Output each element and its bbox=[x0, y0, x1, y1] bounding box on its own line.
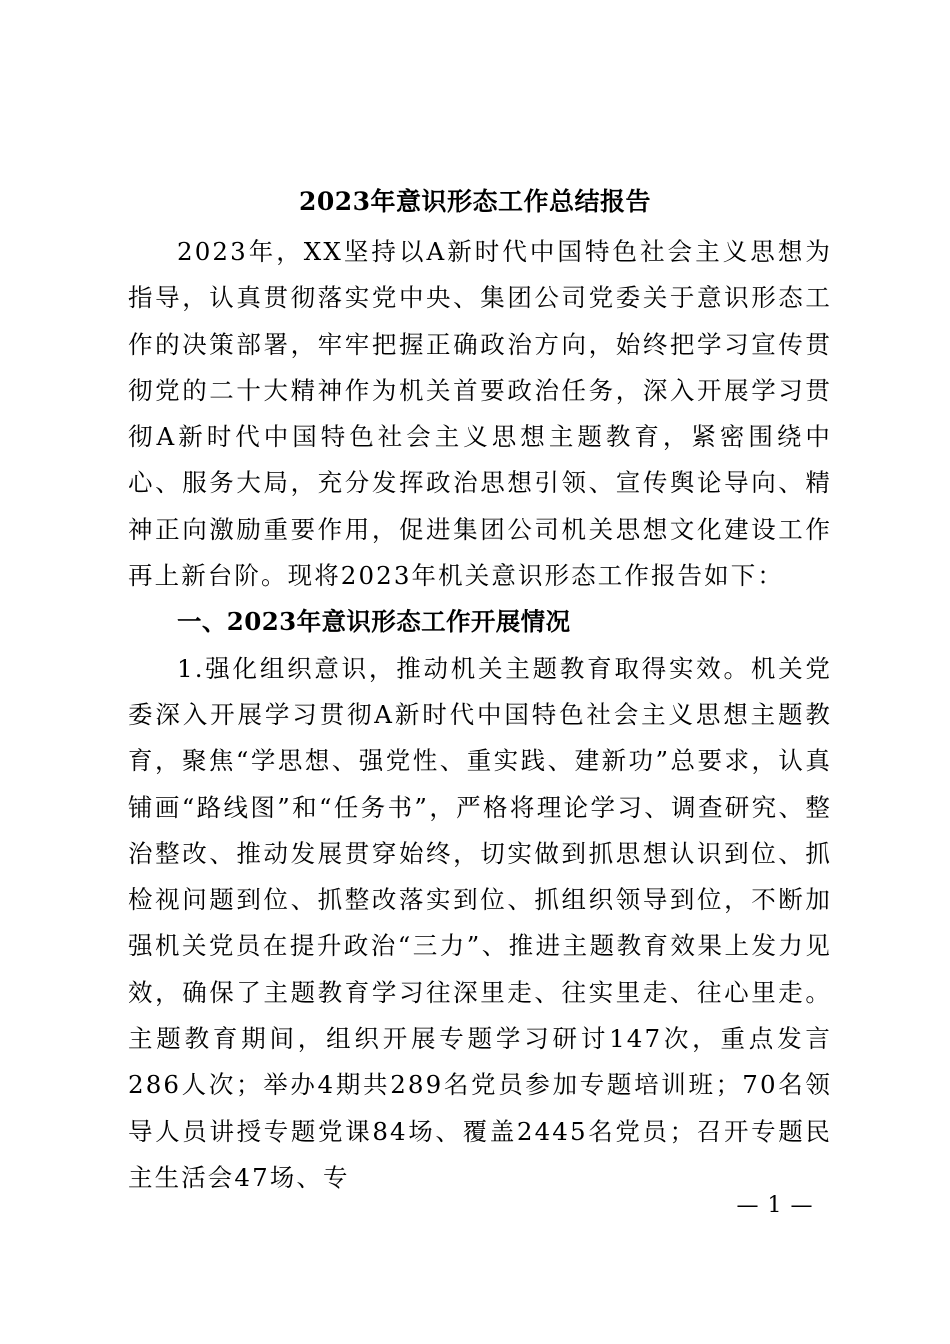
document-title: 2023年意识形态工作总结报告 bbox=[298, 187, 652, 216]
intro-paragraph: 2023年，XX坚持以A新时代中国特色社会主义思想为指导，认真贯彻落实党中央、集团公司党委关于意识形态工作的决策部署，牢牢把握正确政治方向，始终把学习宣传贯彻党的二十大精神作为机关首要政治任务，深入开展学习贯彻A新时代中国特色社会主义思想主题教育，紧密围绕中心、服务大局，充分发挥政治思想引领、宣传舆论导向、精神正向激励重要作用，促进集团公司机关思想文化建设工作再上新台阶。现将2023年机关意识形态工作报告如下： bbox=[128, 237, 832, 591]
document-body bbox=[128, 229, 832, 1201]
section-heading: 一、2023年意识形态工作开展情况 bbox=[177, 607, 571, 637]
page-number: — 1 — bbox=[736, 1193, 814, 1218]
section-paragraph: 1.强化组织意识，推动机关主题教育取得实效。机关党委深入开展学习贯彻A新时代中国特色社会主义思想主题教育，聚焦“学思想、强党性、重实践、建新功”总要求，认真铺画“路线图”和“任务书”，严格将理论学习、调查研究、整治整改、推动发展贯穿始终，切实做到抓思想认识到位、抓检视问题到位、抓整改落实到位、抓组织领导到位，不断加强机关党员在提升政治“三力”、推进主题教育效果上发力见效，确保了主题教育学习往深里走、往实里走、往心里走。主题教育期间，组织开展专题学习研讨147次，重点发言286人次；举办4期共289名党员参加专题培训班；70名领导人员讲授专题党课84场、覆盖2445名党员；召开专题民主生活会47场、专 bbox=[128, 653, 832, 1192]
